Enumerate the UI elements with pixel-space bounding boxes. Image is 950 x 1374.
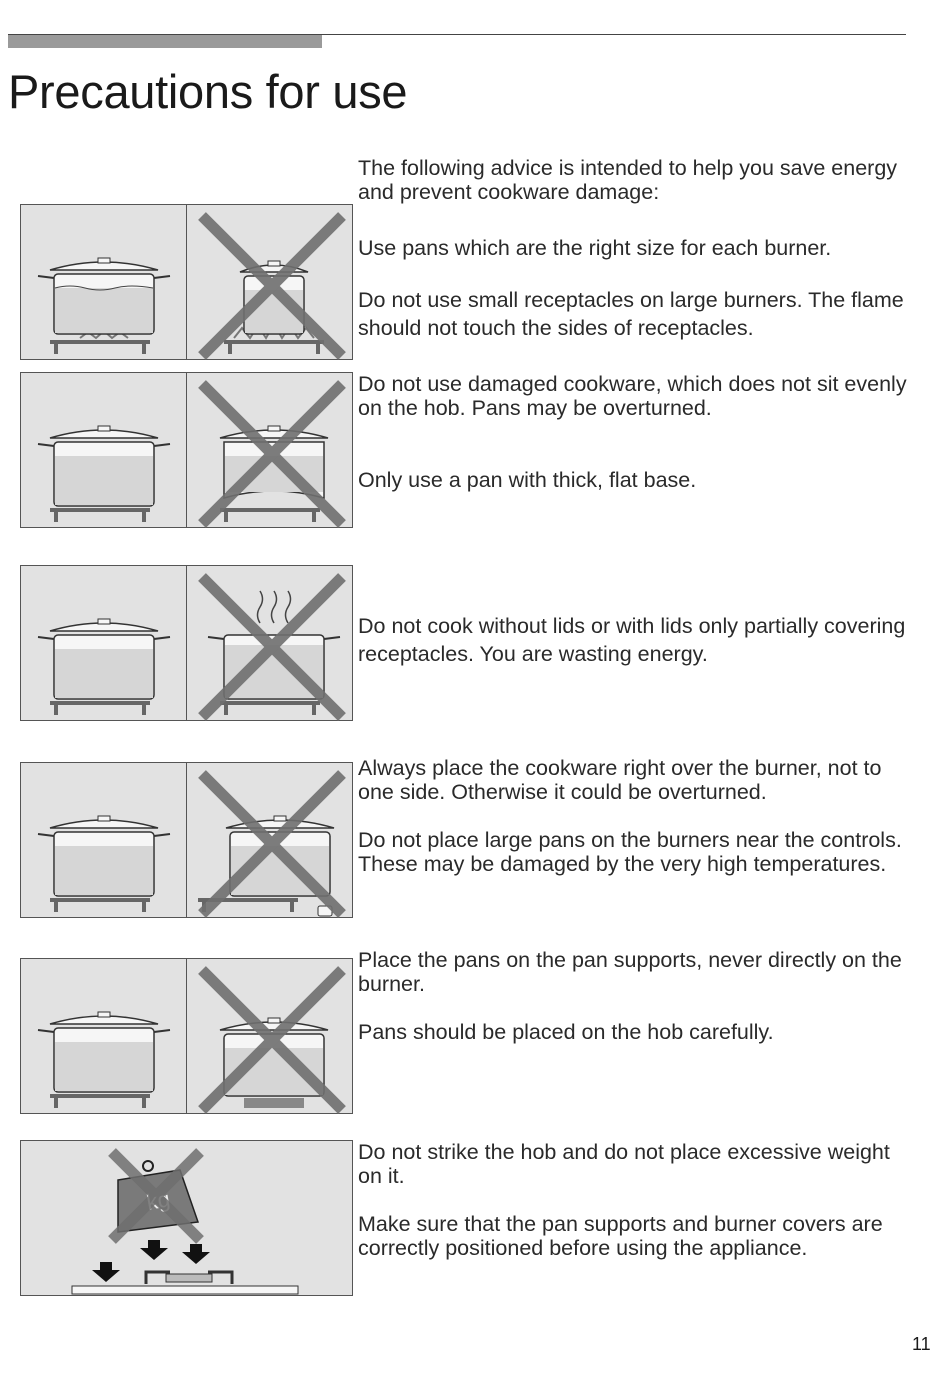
page-number: 11 [912,1334,931,1354]
hob-surface [72,1286,298,1294]
lids-paragraph: Do not cook without lids or with lids only partially covering receptacles. You are wasting energy. [358,614,906,666]
pan-supports-paragraph: Place the pans on the pan supports, never directly on the burner. [358,948,902,996]
no-strike-paragraph: Do not strike the hob and do not place excessive weight on it. [358,1140,890,1188]
pan-support-illustration [20,958,353,1114]
page-title: Precautions for use [8,65,408,118]
large-pans-paragraph: Do not place large pans on the burners near the controls. These may be damaged by the very high temperatures. [358,828,902,876]
lid-illustration [20,565,353,721]
careful-placement-paragraph: Pans should be placed on the hob carefully. [358,1020,774,1044]
pan-size-paragraph: Use pans which are the right size for each burner. [358,236,832,260]
damaged-cookware-paragraph: Do not use damaged cookware, which does not sit evenly on the hob. Pans may be overturned. [358,372,907,420]
positioning-paragraph: Make sure that the pan supports and burner covers are correctly positioned before using the appliance. [358,1212,883,1260]
pan-position-illustration [20,762,353,918]
flat-base-paragraph: Only use a pan with thick, flat base. [358,468,697,492]
small-receptacle-paragraph: Do not use small receptacles on large burners. The flame should not touch the sides of receptacles. [358,288,904,340]
pan-size-illustration [20,204,353,360]
header-bar [8,35,322,48]
intro-paragraph: The following advice is intended to help you save energy and prevent cookware damage: [358,156,898,204]
pan-position-paragraph: Always place the cookware right over the burner, not to one side. Otherwise it could be overturned. [358,756,882,804]
hob-impact-illustration [20,1140,353,1296]
cookware-base-illustration [20,372,353,528]
